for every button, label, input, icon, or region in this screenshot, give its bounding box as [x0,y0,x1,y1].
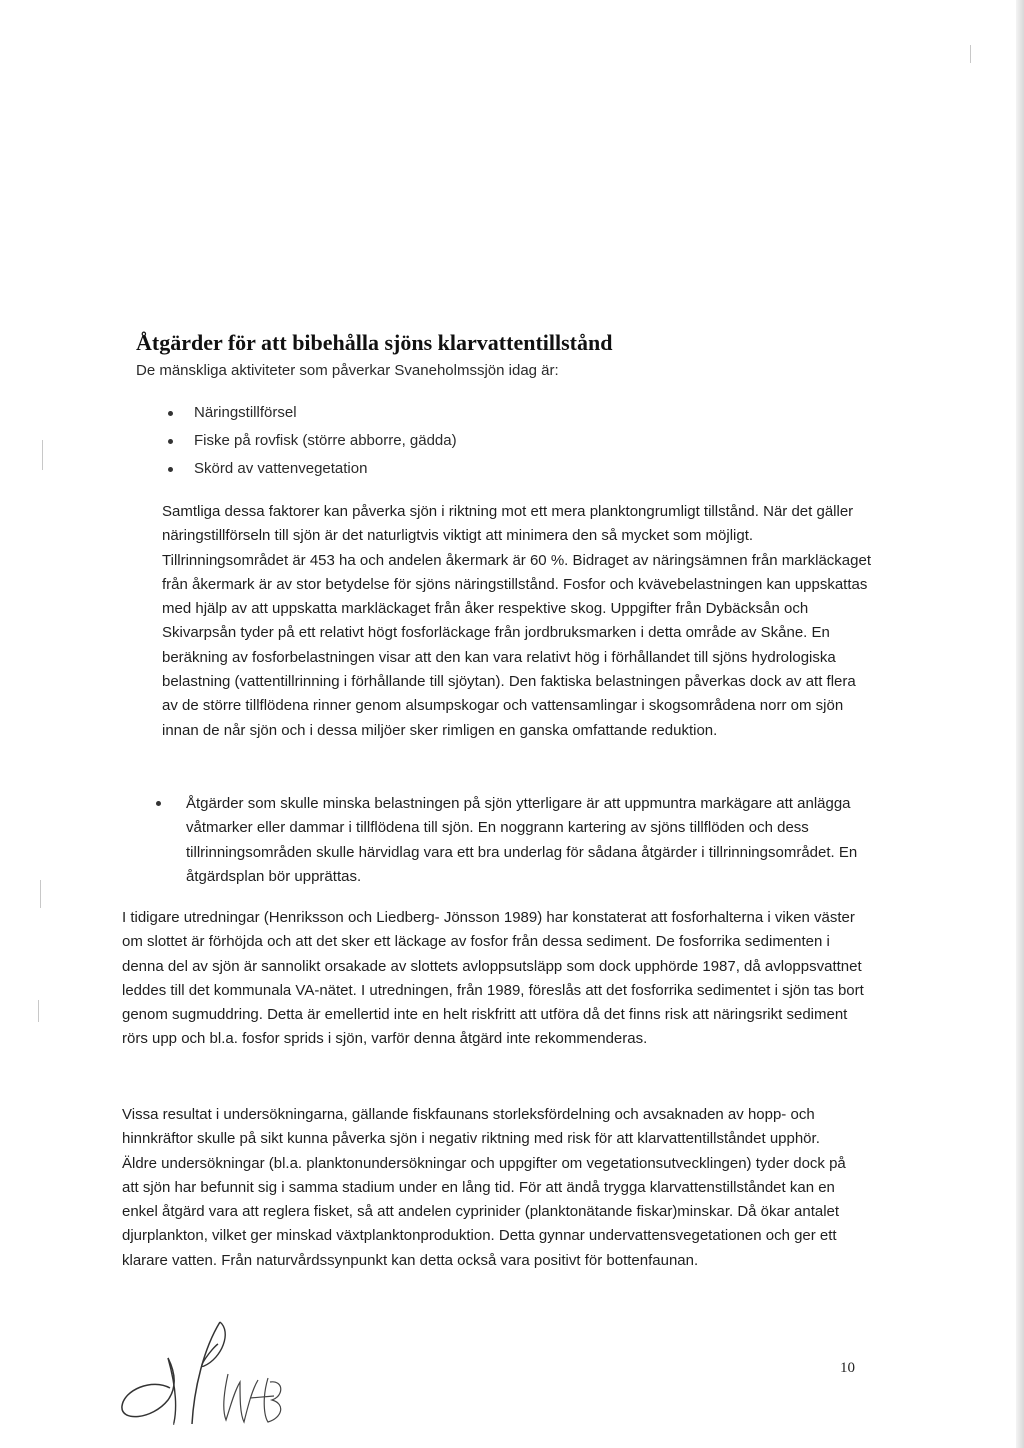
scan-speck [970,45,971,63]
scan-speck [42,440,43,470]
section-heading: Åtgärder för att bibehålla sjöns klarvattentillstånd [136,330,613,355]
list-item: Åtgärder som skulle minska belastningen på sjön ytterligare är att uppmuntra markägare att anlägga våtmarker eller dammar i tillflödena till sjön. En noggrann kartering av sjöns tillflöden och dess tillrinningsområden skulle härvidlag vara ett bra underlag för sådana åtgärder i tillrinningsområdet. En åtgärdsplan bör upprättas. [148,792,868,889]
handwritten-signature [112,1318,302,1428]
activity-list [160,402,457,486]
list-item: Skörd av vattenvegetation [160,458,457,486]
intro-text: De mänskliga aktiviteter som påverkar Svaneholmssjön idag är: [136,362,559,379]
scan-edge-shadow [1016,0,1024,1448]
measure-list [148,792,868,889]
list-item: Näringstillförsel [160,402,457,430]
page-number: 10 [840,1360,855,1376]
scan-speck [38,1000,39,1022]
scan-speck [40,880,41,908]
paragraph-fish: Vissa resultat i undersökningarna, gällande fiskfaunans storleksfördelning och avsaknaden av hopp- och hinnkräftor skulle på sikt kunna påverka sjön i negativ riktning med risk för att klarvattentillståndet upphör. Äldre undersökningar (bl.a. planktonundersökningar och uppgifter om vegetationsutvecklingen) tyder dock på att sjön har befunnit sig i samma stadium under en lång tid. För att ändå trygga klarvattenstillståndet kan en enkel åtgärd vara att reglera fisket, så att andelen cyprinider (planktonätande fiskar)minskar. Då ökar antalet djurplankton, vilket ger minskad växtplanktonproduktion. Detta gynnar undervattensvegetationen och ger ett klarare vatten. Från naturvårdssynpunkt kan detta också vara positivt för bottenfaunan. [122,1106,846,1269]
list-item: Fiske på rovfisk (större abborre, gädda) [160,430,457,458]
paragraph-nutrients: Samtliga dessa faktorer kan påverka sjön i riktning mot ett mera planktongrumligt tillstånd. När det gäller näringstillförseln till sjön är det naturligtvis viktigt att minimera den så mycket som möjligt. Tillrinningsområdet är 453 ha och andelen åkermark är 60 %. Bidraget av näringsämnen från markläckaget från åkermark är av stor betydelse för sjöns näringstillstånd. Fosfor och kvävebelastningen kan uppskattas med hjälp av att uppskatta markläckaget från åker respektive skog. Uppgifter från Dybäcksån och Skivarpsån tyder på ett relativt högt fosforläckage från jordbruksmarken i detta område av Skåne. En beräkning av fosforbelastningen visar att den kan vara relativt hög i förhållandet till sjöns hydrologiska belastning (vattentillrinning i förhållande till sjöytan). Den faktiska belastningen påverkas dock av att flera av de större tillflödena rinner genom alsumpskogar och vattensamlingar i skogsområdena norr om sjön innan de når sjön och i dessa miljöer sker rimligen en ganska omfattande reduktion. [162,503,871,739]
paragraph-sediment: I tidigare utredningar (Henriksson och Liedberg- Jönsson 1989) har konstaterat att fosforhalterna i viken väster om slottet är förhöjda och att det sker ett läckage av fosfor från dessa sediment. De fosforrika sedimenten i denna del av sjön är sannolikt orsakade av slottets avloppsutsläpp som dock upphörde 1987, då avloppsvattnet leddes till det kommunala VA-nätet. I utredningen, från 1989, föreslås att det fosforrika sedimentet i sjön tas bort genom sugmuddring. Detta är emellertid inte en helt riskfritt att utföra då det finns risk att näringsrikt sediment rörs upp och bl.a. fosfor sprids i sjön, varför denna åtgärd inte rekommenderas. [122,909,864,1048]
